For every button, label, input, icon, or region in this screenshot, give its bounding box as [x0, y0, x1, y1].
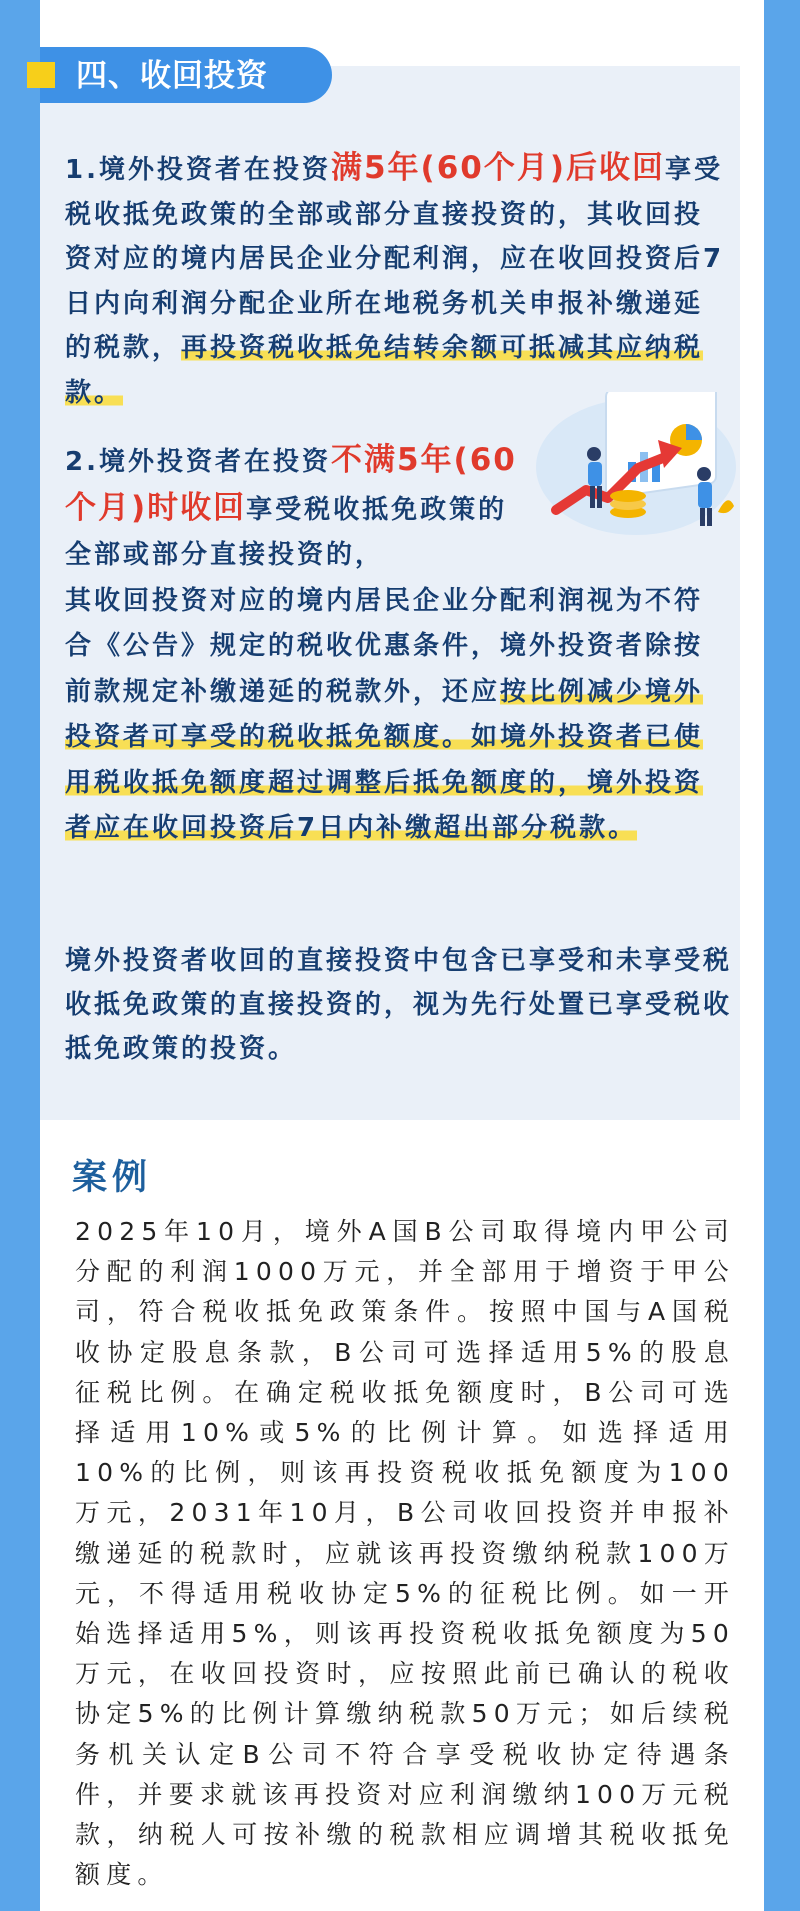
p2-number: 2.	[65, 447, 99, 477]
p1-highlight: 再投资税收抵免结转余额可抵减其应纳税款	[65, 333, 704, 408]
p1-text-2: 享受税收抵免政策的全部或部分直接投资的，其收回投资对应的境内居民企业分配利润，应在收回投资后7日内向利润分配企业所在地税务机关申报补缴递延的税款，	[65, 155, 725, 363]
business-growth-illustration	[536, 392, 741, 542]
case-title: 案例	[72, 1158, 153, 1198]
p2-emphasis: 不满5年(60个月)时收回	[65, 442, 517, 526]
p2-highlight-2: 超过调整后抵免额度的，境外投资者应在收回投资后7日内补缴超出部分税款	[65, 767, 704, 843]
p2-text-3: 其收回投资对应的境内居民企业分配利润视为不符合《公告》规定的税收优惠条件，境外投资者除按前款规定补缴递延的税款外，还应	[65, 585, 704, 707]
paragraph-1	[65, 146, 725, 415]
section-title: 四、收回投资	[76, 58, 268, 94]
right-frame	[764, 0, 800, 1911]
p1-emphasis: 满5年(60个月)后收回	[330, 150, 666, 186]
p2-text-2: 享受税收抵免政策的全部或部分直接投资的，	[65, 494, 508, 570]
case-body: 2025年10月，境外A国B公司取得境内甲公司分配的利润1000万元，并全部用于增资于甲公司，符合税收抵免政策条件。按照中国与A国税收协定股息条款，B公司可选择适用5%的股息征税比例。在确定税收抵免额度时，B公司可选择适用10%或5%的比例计算。如选择适用10%的比例，则该再投资税收抵免额度为100万元，2031年10月，B公司收回投资并申报补缴递延的税款时，应就该再投资缴纳税款100万元，不得适用税收协定5%的征税比例。如一开始选择适用5%，则该再投资税收抵免额度为50万元，在收回投资时，应按照此前已确认的税收协定5%的比例计算缴纳税款50万元；如后续税务机关认定B公司不符合享受税收协定待遇条件，并要求就该再投资对应利润缴纳100万元税款，纳税人可按补缴的税款相应调增其税收抵免额度。	[75, 1217, 735, 1890]
paragraph-3: 境外投资者收回的直接投资中包含已享受和未享受税收抵免政策的直接投资的，视为先行处置已享受税收抵免政策的投资。	[65, 946, 733, 1064]
p1-number: 1.	[65, 155, 99, 185]
p1-text-1: 境外投资者在投资	[98, 155, 331, 185]
section-marker-icon	[27, 62, 55, 88]
left-frame	[0, 0, 40, 1911]
p2-text-1: 境外投资者在投资	[98, 447, 331, 477]
p1-text-3: 。	[94, 377, 124, 408]
p2-text-4: 。如境外投资者已使用税收抵免额度	[65, 722, 704, 798]
p2-highlight-1: 按比例减少境外投资者可享受的税收抵免额度	[65, 676, 704, 752]
p2-text-5: 。	[608, 813, 638, 843]
